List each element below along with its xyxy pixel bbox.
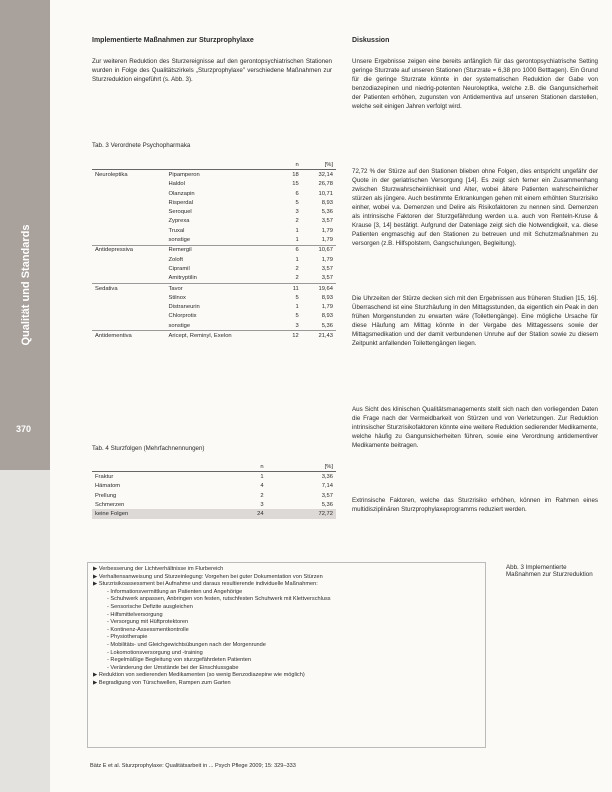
tab4-header (92, 462, 225, 472)
page-footer: Bätz E et al. Sturzprophylaxe: Qualitätsarbeit in ... Psych Pflege 2009; 15: 329–333 (90, 763, 296, 769)
row-name: Distraneurin (168, 304, 200, 311)
tab3-header: [%] (302, 160, 336, 170)
measure-item (93, 596, 480, 604)
right-heading: Diskussion (352, 37, 390, 44)
row-pct: 1,79 (321, 237, 333, 244)
section-title: Qualität und Standards (20, 224, 32, 346)
table-row (92, 302, 336, 311)
row-name: sonstige (168, 322, 191, 329)
measure-text: - Physiotherapie (107, 634, 148, 641)
row-pct: 7,14 (321, 483, 333, 490)
measure-text: - Veränderung der Umstände bei der Einschlussgabe (107, 664, 239, 671)
row-pct: 10,67 (302, 245, 336, 255)
row-group (92, 180, 166, 189)
measure-text: - Mobilitäts- und Gleichgewichtsübungen nach der Morgenrunde (107, 641, 266, 648)
row-pct: 3,57 (321, 265, 333, 272)
row-n: 6 (281, 245, 302, 255)
row-name: Chlorprotix (168, 313, 197, 320)
measure-item (93, 657, 480, 665)
tab4-header: [%] (267, 462, 336, 472)
tab3-header: n (281, 160, 302, 170)
row-name: Zyprexa (168, 218, 190, 225)
row-n: 3 (295, 322, 299, 329)
table-row (92, 170, 336, 180)
row-n: 4 (260, 483, 264, 490)
table-row (92, 472, 336, 482)
row-n: 11 (281, 283, 302, 293)
row-n: 1 (295, 227, 299, 234)
table-row (92, 500, 336, 509)
measure-text: - Versorgung mit Hüftprotektoren (107, 619, 189, 626)
measure-item: ▶ Verhaltensanweisung und Sturzeinlegung: Vorgehen bei guter Dokumentation von Stürzen (93, 573, 323, 580)
measures-list (88, 563, 485, 691)
row-pct: 26,78 (318, 181, 333, 188)
right-p2: 72,72 % der Stürze auf den Stationen blieben ohne Folgen, dies entspricht ungefähr der Quote in der geriatrischen Versorgung [14]. Es zeigt sich ferner ein Zusammenhang zwischen Sturzwahrscheinlichkeit und Alter, wobei ältere Patienten wahrscheinlicher stürzen als jüngere. Auch bestimmte Erkrankungen gehen mit einem erhöhten Sturzrisiko einher, wobei v.a. Demenzen und Delire als Risikofaktoren zu nennen sind. Demenzen als intrinsische Faktoren der Sturzgefährdung werden u.a. auch von Renteln-Kruse & Krause [3, 14] bestätigt. Aufgrund der Datenlage zeigt sich die Notwendigkeit, v.a. diese Patienten engmaschig auf den Stationen zu betreuen und mit Schutzmaßnahmen zu versorgen (z.B. Hilfspolstern, Gangschulungen, Begleitung). (352, 168, 598, 247)
row-pct: 5,36 (321, 501, 333, 508)
row-pct: 3,36 (321, 473, 333, 480)
row-group (92, 235, 166, 245)
left-heading: Implementierte Maßnahmen zur Sturzprophylaxe (92, 37, 254, 44)
table-row (92, 293, 336, 302)
row-n: 5 (295, 199, 299, 206)
row-n: 2 (260, 492, 264, 499)
measure-text: - Regelmäßige Begleitung von sturzgefährdeten Patienten (107, 657, 251, 664)
table-row (92, 235, 336, 245)
row-pct: 3,57 (321, 492, 333, 499)
table-row (92, 207, 336, 216)
measure-item (93, 642, 480, 650)
row-name: Zoloft (168, 256, 183, 263)
row-name: sonstige (168, 237, 191, 244)
table-row (92, 189, 336, 198)
measure-text: - Schuhwerk anpassen, Anbringen von festen, rutschfesten Schuhwerk mit Klettverschluss (107, 596, 331, 603)
row-name: Amitryptilin (168, 275, 197, 282)
row-name: Fraktur (95, 473, 114, 480)
table-row (92, 274, 336, 284)
table-row (92, 312, 336, 321)
measure-text: - Hilfsmittelversorgung (107, 611, 163, 618)
measure-item: ▶ Reduktion von sedierenden Medikamenten (so wenig Benzodiazepine wie möglich) (93, 672, 305, 679)
row-group: Antidementiva (92, 331, 166, 341)
row-n: 3 (260, 501, 264, 508)
table-row (92, 509, 336, 518)
table-row (92, 226, 336, 235)
row-name: Aricept, Reminyl, Exelon (166, 331, 281, 341)
measure-item (93, 627, 480, 635)
measure-text: - Informationsvermittlung an Patienten und Angehörige (107, 588, 243, 595)
row-n: 2 (295, 275, 299, 282)
measure-item (93, 604, 480, 612)
row-group (92, 255, 166, 264)
measure-text: - Kontinenz-Assessmentkontrolle (107, 626, 189, 633)
measure-item: ▶ Begradigung von Türschwellen, Rampen zum Garten (93, 679, 231, 686)
row-n: 5 (295, 294, 299, 301)
row-pct: 1,79 (321, 256, 333, 263)
row-group (92, 274, 166, 284)
row-pct: 1,79 (321, 227, 333, 234)
row-group: Sedativa (92, 283, 166, 293)
row-n: 2 (295, 265, 299, 272)
row-name: Remergil (166, 245, 281, 255)
row-n: 3 (295, 209, 299, 216)
row-name: Cipramil (168, 265, 190, 272)
row-name: Olanzapin (168, 190, 195, 197)
measure-item: ▶ Verbesserung der Lichtverhältnisse im Flurbereich (93, 566, 224, 572)
row-n: 1 (260, 473, 264, 480)
tab4-table (92, 462, 336, 519)
measure-item (93, 619, 480, 627)
measure-text: Begradigung von Türschwellen, Rampen zum Garten (98, 679, 231, 686)
row-group (92, 293, 166, 302)
row-group (92, 189, 166, 198)
tab3-header (166, 160, 281, 170)
row-pct: 5,36 (321, 209, 333, 216)
measure-text: Verhaltensanweisung und Sturzeinlegung: Vorgehen bei guter Dokumentation von Stürzen (98, 573, 323, 580)
page-number: 370 (16, 424, 32, 434)
right-p5: Extrinsische Faktoren, welche das Sturzrisiko erhöhen, können im Rahmen eines multidisziplinären Sturzprophylaxeprogramms reduziert werden. (352, 497, 598, 513)
table-row (92, 482, 336, 491)
side-band-lower (0, 470, 50, 792)
row-n: 1 (295, 237, 299, 244)
row-group (92, 198, 166, 207)
row-group (92, 264, 166, 273)
measure-item (93, 634, 480, 642)
row-name: Pipamperon (168, 171, 200, 178)
left-intro: Zur weiteren Reduktion des Sturzereignisse auf den gerontopsychiatrischen Stationen wurden in Folge des Qualitätszirkels „Sturzprophylaxe" verschiedene Maßnahmen zur Sturzreduktion eingeführt (s. Abb. 3). (92, 58, 332, 83)
measure-text: - Sensorische Defizite ausgleichen (107, 603, 193, 610)
row-n: 2 (295, 218, 299, 225)
row-n: 5 (295, 313, 299, 320)
row-n: 1 (295, 256, 299, 263)
row-pct: 3,57 (321, 275, 333, 282)
row-group (92, 302, 166, 311)
table-row (92, 491, 336, 500)
row-name: Haldol (168, 181, 185, 188)
measure-text: Sturzrisikoassessment bei Aufnahme und daraus resultierende individuelle Maßnahmen: (98, 581, 318, 588)
row-pct: 3,57 (321, 218, 333, 225)
table-row (92, 264, 336, 273)
tab4-header: n (225, 462, 267, 472)
table-row (92, 331, 336, 341)
row-pct: 8,93 (321, 199, 333, 206)
row-n: 6 (295, 190, 299, 197)
table-row (92, 217, 336, 226)
row-n: 1 (295, 304, 299, 311)
table-row (92, 180, 336, 189)
row-name: Schmerzen (95, 501, 125, 508)
row-pct: 1,79 (321, 304, 333, 311)
table-row (92, 255, 336, 264)
tab3-table (92, 160, 336, 341)
table-row (92, 198, 336, 207)
row-name: Prellung (95, 492, 117, 499)
row-name: Hämatom (95, 483, 121, 490)
measure-text: Verbesserung der Lichtverhältnisse im Flurbereich (98, 566, 224, 572)
row-pct: 8,93 (321, 294, 333, 301)
measure-item: ▶ Sturzrisikoassessment bei Aufnahme und daraus resultierende individuelle Maßnahmen: (93, 581, 318, 588)
fig3-caption: Abb. 3 Implementierte Maßnahmen zur Sturzreduktion (506, 564, 593, 578)
row-n: 24 (225, 509, 267, 518)
right-p4: Aus Sicht des klinischen Qualitätsmanagements stellt sich nach den vorliegenden Daten die Frage nach der Vermeidbarkeit von Stürzen und von Verletzungen. Zur Reduktion intrinsischer Sturzrisikofaktoren könnte eine weitere Reduktion sedierender Medikamente, welche häufig zu Gangunsicherheiten führen, sowie eine Verordnung antidementiver Medikamente beitragen. (352, 406, 598, 449)
right-p1: Unsere Ergebnisse zeigen eine bereits anfänglich für das gerontopsychiatrische Setting geringe Sturzrate auf unseren Stationen (Sturzrate = 6,38 pro 1000 Betttagen). Ein Grund für die geringe Sturzrate könnte in der systematischen Reduktion der Gabe von benzodiazepinen und niedrig-potenten Neuroleptika, welche z.B. die Gangunsicherheit der Patienten erhöhen, zugunsten von Antidementiva auf unseren Stationen darstellen, welche seit einigen Jahren verfolgt wird. (352, 58, 598, 110)
row-name: Risperdal (168, 199, 193, 206)
row-group (92, 226, 166, 235)
row-group: Antidepressiva (92, 245, 166, 255)
table-row (92, 245, 336, 255)
row-name: Truxal (168, 227, 185, 234)
tab3-header (92, 160, 166, 170)
row-pct: 19,64 (302, 283, 336, 293)
row-group (92, 217, 166, 226)
table-row (92, 283, 336, 293)
measure-item (93, 612, 480, 620)
row-name: keine Folgen (92, 509, 225, 518)
row-pct: 21,43 (302, 331, 336, 341)
row-group (92, 321, 166, 331)
row-group: Neuroleptika (95, 171, 128, 178)
measure-item (93, 650, 480, 658)
row-n: 12 (281, 331, 302, 341)
measures-box (87, 562, 486, 748)
table-row (92, 321, 336, 331)
row-pct: 8,93 (321, 313, 333, 320)
measure-text: - Lokomotionsversorgung und -training (107, 649, 203, 656)
tab4-caption: Tab. 4 Sturzfolgen (Mehrfachnennungen) (92, 445, 205, 452)
row-n: 18 (292, 171, 299, 178)
measure-item (93, 589, 480, 597)
row-group (92, 312, 166, 321)
row-name: Stilnox (168, 294, 186, 301)
row-pct: 5,36 (321, 322, 333, 329)
measure-text: Reduktion von sedierenden Medikamenten (so wenig Benzodiazepine wie möglich) (98, 672, 305, 679)
row-pct: 32,14 (318, 171, 333, 178)
row-group (92, 207, 166, 216)
row-name: Seroquel (168, 209, 192, 216)
row-pct: 72,72 (267, 509, 336, 518)
right-p3: Die Uhrzeiten der Stürze decken sich mit den Ergebnissen aus früheren Studien [15, 16]. Überraschend ist eine Sturzhäufung in den Mittagsstunden, da eigentlich ein Peak in den frühen Morgenstunden zu erwarten wäre (Toilettengänge). Eine mögliche Ursache für diese Häufung am Mittag könnte in der Vergabe des Mittagessens sowie der Mittagsmedikation und der damit verbundenen Unruhe auf der Station sowie zu diesem Zeitpunkt anfallenden Toilettengängen liegen. (352, 295, 598, 347)
measure-item (93, 665, 480, 673)
tab3-caption: Tab. 3 Verordnete Psychopharmaka (92, 142, 191, 149)
row-name: Tavor (166, 283, 281, 293)
row-pct: 10,71 (318, 190, 333, 197)
row-n: 15 (292, 181, 299, 188)
